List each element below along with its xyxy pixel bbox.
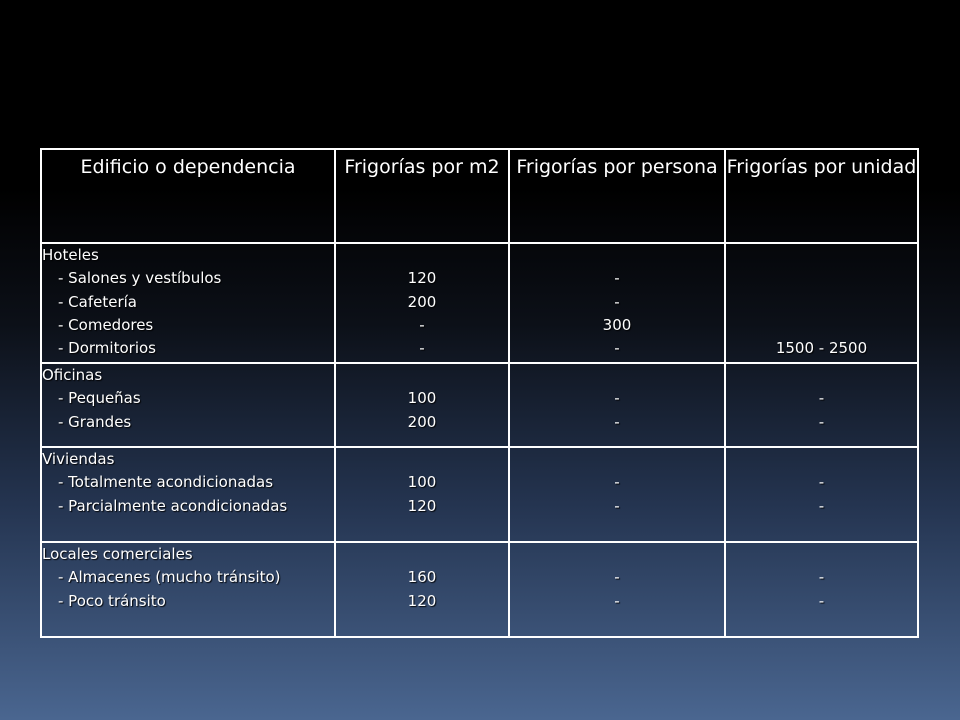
value [726,314,917,337]
cell-persona [509,447,725,542]
value: - [818,591,825,610]
value: - [818,568,825,587]
item-label: - Parcialmente acondicionadas [58,496,288,515]
item-label: - Totalmente acondicionadas [58,473,274,492]
item-label: - Cafetería [58,292,137,311]
table-row-oficinas [41,363,918,447]
cell-unidad [725,447,918,542]
item-label: - Pequeñas [58,389,141,408]
value: 120 [407,496,437,515]
category-label: Viviendas [42,450,115,468]
category-label: Hoteles [42,246,99,264]
cell-unidad [725,363,918,447]
item-label: - Grandes [58,412,132,431]
header-frigorias-unidad: Frigorías por unidad [725,149,918,243]
cell-m2 [335,363,509,447]
value: - [614,269,620,288]
header-frigorias-persona: Frigorías por persona [509,149,725,243]
cell-persona [509,542,725,637]
item-label: - Dormitorios [58,339,156,358]
item-label: - Almacenes (mucho tránsito) [58,568,281,587]
value: - [818,412,825,431]
cell-m2 [335,447,509,542]
cell-edificio [41,447,335,542]
value [726,267,917,290]
value: 100 [407,473,437,492]
cell-edificio [41,542,335,637]
value [726,291,917,314]
item-label: - Salones y vestíbulos [58,269,222,288]
value: 100 [407,389,437,408]
value: 120 [407,591,437,610]
value: - [818,496,825,515]
table-row-hoteles [41,243,918,363]
cell-m2 [335,243,509,363]
header-frigorias-m2: Frigorías por m2 [335,149,509,243]
cell-persona [509,363,725,447]
value: 200 [407,292,437,311]
cell-edificio [41,243,335,363]
cell-unidad [725,542,918,637]
cell-edificio [41,363,335,447]
value: 160 [407,568,437,587]
value: - [614,591,620,610]
value: - [614,496,620,515]
value: - [614,568,620,587]
value: 200 [407,412,437,431]
cell-m2 [335,542,509,637]
value: - [614,473,620,492]
value: - [419,315,425,334]
category-label: Locales comerciales [42,545,193,563]
table-row-viviendas [41,447,918,542]
value: - [614,389,620,408]
item-label: - Poco tránsito [58,591,166,610]
cell-persona [509,243,725,363]
item-label: - Comedores [58,315,154,334]
value: - [419,339,425,358]
value: - [818,389,825,408]
value: - [614,292,620,311]
value: 300 [602,315,632,334]
category-label: Oficinas [42,366,103,384]
value: - [614,339,620,358]
frigorias-table [40,148,919,638]
header-edificio: Edificio o dependencia [41,149,335,243]
header-row [41,149,918,243]
cell-unidad [725,243,918,363]
value: - [818,473,825,492]
value: 1500 - 2500 [775,339,868,358]
value: - [614,412,620,431]
value: 120 [407,269,437,288]
table-row-locales-comerciales [41,542,918,637]
